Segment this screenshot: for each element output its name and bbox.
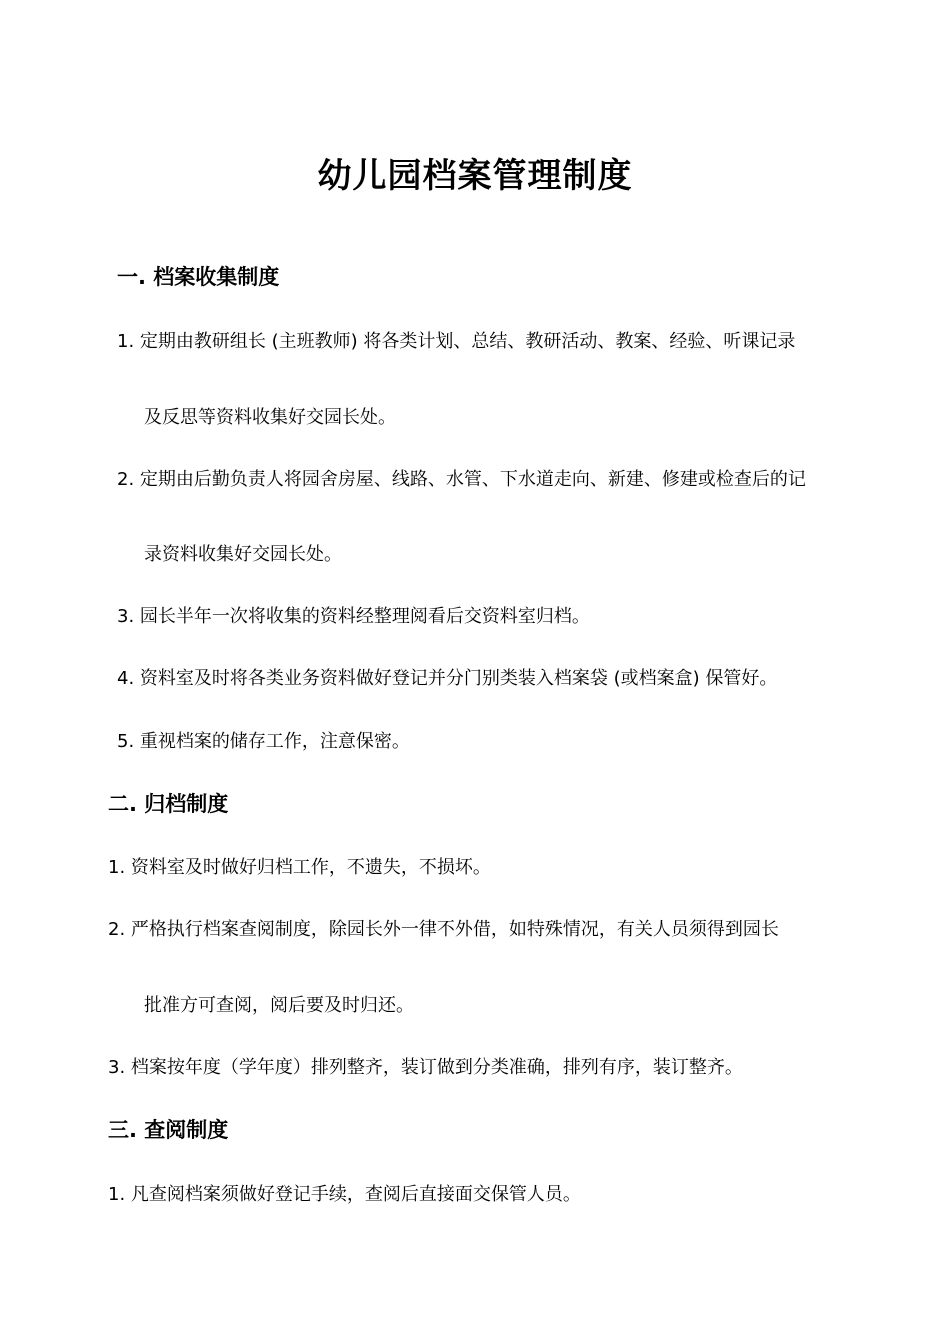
collection-item-1-line-2: 及反思等资料收集好交园长处。 bbox=[144, 407, 396, 428]
section-heading-collection: 一. 档案收集制度 bbox=[117, 265, 280, 289]
archiving-item-2-line-2: 批准方可查阅，阅后要及时归还。 bbox=[144, 995, 414, 1016]
archiving-item-1: 1. 资料室及时做好归档工作，不遗失，不损坏。 bbox=[108, 857, 491, 878]
archiving-item-2-line-1: 2. 严格执行档案查阅制度，除园长外一律不外借，如特殊情况，有关人员须得到园长 bbox=[108, 919, 779, 940]
collection-item-5: 5. 重视档案的储存工作，注意保密。 bbox=[117, 731, 410, 752]
section-heading-archiving: 二. 归档制度 bbox=[108, 792, 229, 816]
collection-item-2-line-1: 2. 定期由后勤负责人将园舍房屋、线路、水管、下水道走向、新建、修建或检查后的记 bbox=[117, 469, 806, 490]
archiving-item-3: 3. 档案按年度（学年度）排列整齐，装订做到分类准确，排列有序，装订整齐。 bbox=[108, 1057, 743, 1078]
page-title: 幼儿园档案管理制度 bbox=[317, 156, 633, 196]
collection-item-2-line-2: 录资料收集好交园长处。 bbox=[144, 544, 342, 565]
collection-item-3: 3. 园长半年一次将收集的资料经整理阅看后交资料室归档。 bbox=[117, 606, 590, 627]
collection-item-4: 4. 资料室及时将各类业务资料做好登记并分门别类装入档案袋 (或档案盒) 保管好。 bbox=[117, 668, 778, 689]
collection-item-1-line-1: 1. 定期由教研组长 (主班教师) 将各类计划、总结、教研活动、教案、经验、听课记录 bbox=[117, 331, 796, 352]
access-item-1: 1. 凡查阅档案须做好登记手续，查阅后直接面交保管人员。 bbox=[108, 1184, 581, 1205]
section-heading-access: 三. 查阅制度 bbox=[108, 1118, 229, 1142]
